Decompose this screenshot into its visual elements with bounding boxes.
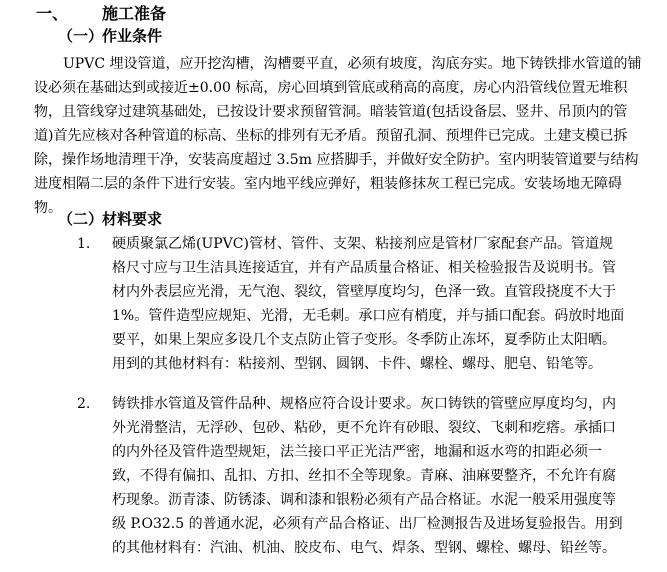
subsection-2-title: 材料要求 — [102, 210, 163, 228]
material-item-2-number: 2. — [77, 396, 91, 412]
section-title: 施工准备 — [102, 4, 167, 23]
section-number: 一、 — [36, 4, 69, 23]
subsection-1-title: 作业条件 — [102, 27, 163, 45]
subsection-2-number: （二） — [58, 210, 104, 228]
material-item-1-text: 硬质聚氯乙烯(UPVC)管材、管件、支架、粘接剂应是管材厂家配套产品。管道规格尺寸应与卫生洁具连接适宜，并有产品质量合格证、相关检验报告及说明书。管材内外表层应光滑，无气泡、裂纹，管壁厚度均匀，色泽一致。直管段挠度不大于 1%。管件造型应规矩、光滑，无毛刺。承口应有梢度，并与插口配套。码放时地面要平，如果上架应多设几个支点防止管子变形。冬季防止冻坏，夏季防止太阳晒。用到的其他材料有：粘接剂、型钢、圆钢、卡件、螺栓、螺母、肥皂、铅笔等。 — [112, 236, 625, 372]
material-item-2-text: 铸铁排水管道及管件品种、规格应符合设计要求。灰口铸铁的管壁应厚度均匀，内外光滑整洁，无浮砂、包砂、粘砂，更不允许有砂眼、裂纹、飞刺和疙瘩。承插口的内外径及管件造型规矩，法兰接口平正光洁严密，地漏和返水弯的扣距必须一致，不得有偏扣、乱扣、方扣、丝扣不全等现象。青麻、油麻要整齐，不允许有腐朽现象。沥青漆、防锈漆、调和漆和银粉必须有产品合格证。水泥一般采用强度等级 P.O32.5 的普通水泥，必须有产品合格证、出厂检测报告及进场复验报告。用到的其他材料有：汽油、机油、胶皮布、电气、焊条、型钢、螺栓、螺母、铅丝等。 — [112, 396, 623, 556]
material-item-1-number: 1. — [77, 236, 91, 252]
subsection-1-number: （一） — [58, 27, 104, 45]
work-conditions-paragraph: UPVC 埋设管道，应开挖沟槽，沟槽要平直，必须有坡度，沟底夯实。地下铸铁排水管道的铺设必须在基础达到或接近±0.00 标高，房心回填到管底或稍高的高度，房心内沿管线位置无堆积物，且管线穿过建筑基础处，已按设计要求预留管洞。暗装管道(包括设备层、竖井、吊顶内的管道)首先应核对各种管道的标高、坐标的排列有无矛盾。预留孔洞、预埋件已完成。土建支模已拆除，操作场地清理干净，安装高度超过 3.5m 应搭脚手，并做好安全防护。室内明装管道要与结构进度相隔二层的条件下进行安装。室内地平线应弹好，粗装修抹灰工程已完成。安装场地无障碍物。 — [34, 56, 642, 216]
